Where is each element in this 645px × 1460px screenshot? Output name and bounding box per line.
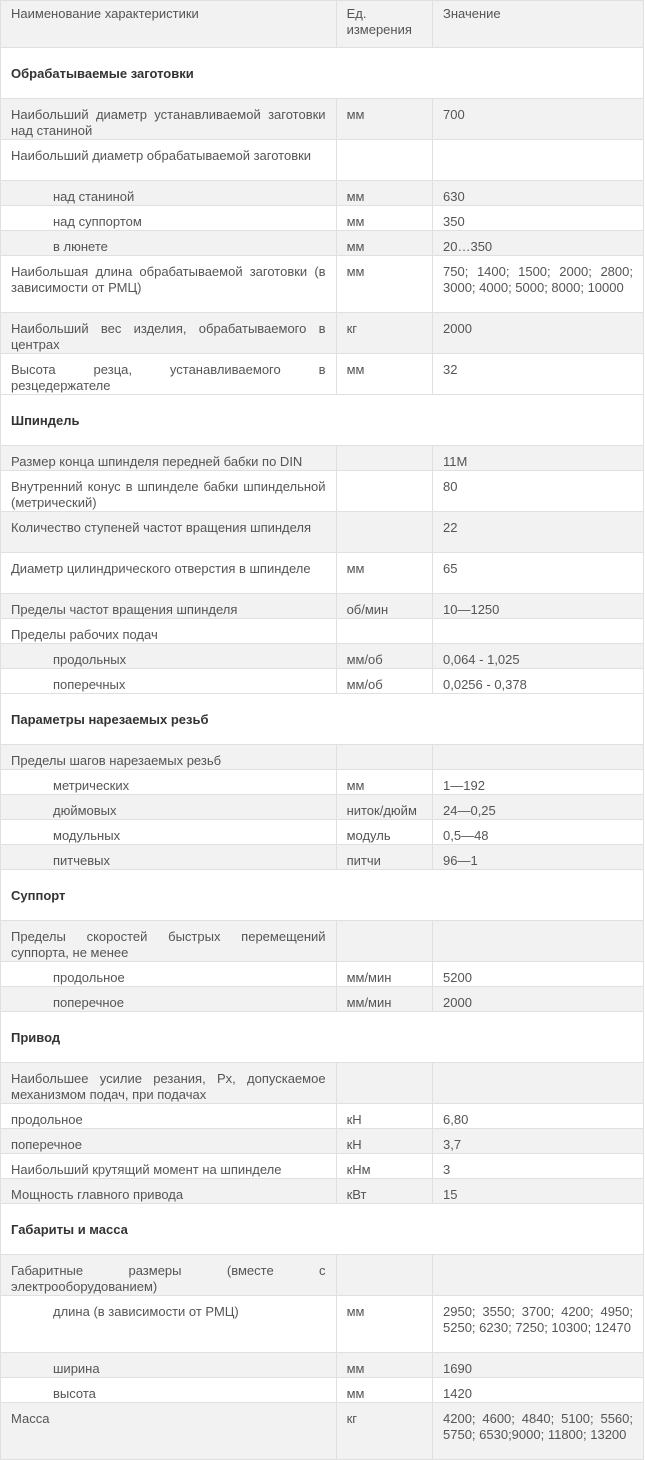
value-cell bbox=[433, 140, 644, 181]
unit-cell: мм bbox=[336, 206, 432, 231]
characteristic-cell bbox=[1, 446, 337, 471]
characteristic-name: Внутренний конус в шпинделе бабки шпиндельной (метрический) bbox=[11, 479, 326, 510]
characteristic-name: дюймовых bbox=[53, 803, 117, 818]
characteristic-cell bbox=[1, 512, 337, 553]
table-row bbox=[1, 644, 644, 669]
unit-cell: кВт bbox=[336, 1179, 432, 1204]
unit-cell: питчи bbox=[336, 845, 432, 870]
value-cell: 1690 bbox=[433, 1353, 644, 1378]
header-characteristic: Наименование характеристики bbox=[1, 1, 337, 48]
table-row bbox=[1, 446, 644, 471]
characteristic-cell bbox=[1, 99, 337, 140]
value-cell: 630 bbox=[433, 181, 644, 206]
table-row bbox=[1, 987, 644, 1012]
characteristic-name: Наибольшее усилие резания, Рх, допускаемое механизмом подач, при подачах bbox=[11, 1071, 326, 1102]
table-row bbox=[1, 231, 644, 256]
table-row bbox=[1, 962, 644, 987]
value-cell: 350 bbox=[433, 206, 644, 231]
value-cell: 3,7 bbox=[433, 1129, 644, 1154]
value-cell: 3 bbox=[433, 1154, 644, 1179]
table-row bbox=[1, 921, 644, 962]
characteristic-name: Наибольшая длина обрабатываемой заготовки (в зависимости от РМЦ) bbox=[11, 264, 326, 295]
section-title: Шпиндель bbox=[1, 395, 644, 446]
characteristic-cell bbox=[1, 1255, 337, 1296]
characteristic-cell bbox=[1, 987, 337, 1012]
unit-cell bbox=[336, 1255, 432, 1296]
table-row bbox=[1, 206, 644, 231]
section-title: Суппорт bbox=[1, 870, 644, 921]
table-row bbox=[1, 553, 644, 594]
value-cell bbox=[433, 921, 644, 962]
value-cell: 1—192 bbox=[433, 770, 644, 795]
table-row bbox=[1, 770, 644, 795]
characteristic-name: Пределы частот вращения шпинделя bbox=[11, 602, 238, 617]
section-row bbox=[1, 1012, 644, 1063]
value-cell: 2000 bbox=[433, 313, 644, 354]
table-row bbox=[1, 1403, 644, 1460]
table-row bbox=[1, 1353, 644, 1378]
characteristic-cell bbox=[1, 1129, 337, 1154]
section-row bbox=[1, 395, 644, 446]
value-cell: 2000 bbox=[433, 987, 644, 1012]
characteristic-name: поперечных bbox=[53, 677, 126, 692]
value-cell: 22 bbox=[433, 512, 644, 553]
table-row bbox=[1, 256, 644, 313]
characteristic-cell bbox=[1, 313, 337, 354]
unit-cell: мм bbox=[336, 553, 432, 594]
characteristic-cell bbox=[1, 921, 337, 962]
section-row bbox=[1, 1204, 644, 1255]
unit-cell: мм/об bbox=[336, 644, 432, 669]
characteristic-cell bbox=[1, 644, 337, 669]
characteristic-cell bbox=[1, 1296, 337, 1353]
specifications-table-body bbox=[1, 1, 644, 1460]
characteristic-name: над суппортом bbox=[53, 214, 142, 229]
table-row bbox=[1, 1129, 644, 1154]
value-cell: 11M bbox=[433, 446, 644, 471]
section-row bbox=[1, 694, 644, 745]
characteristic-cell bbox=[1, 553, 337, 594]
characteristic-name: Пределы шагов нарезаемых резьб bbox=[11, 753, 222, 768]
characteristic-name: Наибольший вес изделия, обрабатываемого в центрах bbox=[11, 321, 326, 352]
characteristic-name: Диаметр цилиндрического отверстия в шпинделе bbox=[11, 561, 311, 576]
table-row bbox=[1, 820, 644, 845]
unit-cell: мм bbox=[336, 1296, 432, 1353]
section-title: Параметры нарезаемых резьб bbox=[1, 694, 644, 745]
table-row bbox=[1, 1063, 644, 1104]
value-cell: 80 bbox=[433, 471, 644, 512]
characteristic-cell bbox=[1, 140, 337, 181]
unit-cell: мм/об bbox=[336, 669, 432, 694]
value-cell: 96—1 bbox=[433, 845, 644, 870]
unit-cell: мм bbox=[336, 1353, 432, 1378]
value-cell: 15 bbox=[433, 1179, 644, 1204]
table-row bbox=[1, 1179, 644, 1204]
value-cell: 24—0,25 bbox=[433, 795, 644, 820]
table-row bbox=[1, 669, 644, 694]
characteristic-cell bbox=[1, 1104, 337, 1129]
unit-cell: мм/мин bbox=[336, 962, 432, 987]
characteristic-name: Пределы рабочих подач bbox=[11, 627, 158, 642]
unit-cell bbox=[336, 619, 432, 644]
section-row bbox=[1, 870, 644, 921]
characteristic-name: над станиной bbox=[53, 189, 135, 204]
unit-cell bbox=[336, 471, 432, 512]
table-row bbox=[1, 1296, 644, 1353]
characteristic-name: продольное bbox=[53, 970, 125, 985]
characteristic-name: Наибольший диаметр устанавливаемой заготовки над станиной bbox=[11, 107, 326, 138]
characteristic-name: высота bbox=[53, 1386, 96, 1401]
unit-cell: кН bbox=[336, 1129, 432, 1154]
value-cell: 32 bbox=[433, 354, 644, 395]
value-cell bbox=[433, 1255, 644, 1296]
unit-cell bbox=[336, 446, 432, 471]
unit-cell: мм/мин bbox=[336, 987, 432, 1012]
characteristic-cell bbox=[1, 181, 337, 206]
value-cell: 0,5—48 bbox=[433, 820, 644, 845]
table-row bbox=[1, 795, 644, 820]
table-header-row bbox=[1, 1, 644, 48]
unit-cell: мм bbox=[336, 354, 432, 395]
characteristic-name: продольных bbox=[53, 652, 127, 667]
unit-cell: ниток/дюйм bbox=[336, 795, 432, 820]
characteristic-cell bbox=[1, 1403, 337, 1460]
unit-cell bbox=[336, 745, 432, 770]
characteristic-cell bbox=[1, 594, 337, 619]
characteristic-cell bbox=[1, 770, 337, 795]
characteristic-name: Пределы скоростей быстрых перемещений суппорта, не менее bbox=[11, 929, 326, 960]
value-cell: 1420 bbox=[433, 1378, 644, 1403]
value-cell: 20…350 bbox=[433, 231, 644, 256]
unit-cell: мм bbox=[336, 1378, 432, 1403]
table-row bbox=[1, 845, 644, 870]
table-row bbox=[1, 619, 644, 644]
characteristic-name: поперечное bbox=[11, 1137, 82, 1152]
characteristic-name: продольное bbox=[11, 1112, 83, 1127]
characteristic-name: модульных bbox=[53, 828, 121, 843]
characteristic-name: ширина bbox=[53, 1361, 100, 1376]
unit-cell: мм bbox=[336, 256, 432, 313]
table-row bbox=[1, 745, 644, 770]
value-cell: 2950; 3550; 3700; 4200; 4950; 5250; 6230; 7250; 10300; 12470 bbox=[433, 1296, 644, 1353]
header-unit: Ед. измерения bbox=[336, 1, 432, 48]
unit-cell bbox=[336, 512, 432, 553]
characteristic-cell bbox=[1, 1154, 337, 1179]
section-title: Габариты и масса bbox=[1, 1204, 644, 1255]
unit-cell: мм bbox=[336, 770, 432, 795]
characteristic-name: Размер конца шпинделя передней бабки по DIN bbox=[11, 454, 303, 469]
table-row bbox=[1, 313, 644, 354]
characteristic-cell bbox=[1, 845, 337, 870]
value-cell: 750; 1400; 1500; 2000; 2800; 3000; 4000; 5000; 8000; 10000 bbox=[433, 256, 644, 313]
table-row bbox=[1, 354, 644, 395]
value-cell: 700 bbox=[433, 99, 644, 140]
unit-cell: кг bbox=[336, 1403, 432, 1460]
table-row bbox=[1, 1104, 644, 1129]
unit-cell: мм bbox=[336, 231, 432, 256]
table-row bbox=[1, 1255, 644, 1296]
characteristic-cell bbox=[1, 1353, 337, 1378]
characteristic-cell bbox=[1, 354, 337, 395]
characteristic-cell bbox=[1, 795, 337, 820]
header-value: Значение bbox=[433, 1, 644, 48]
unit-cell: модуль bbox=[336, 820, 432, 845]
unit-cell: кг bbox=[336, 313, 432, 354]
unit-cell bbox=[336, 140, 432, 181]
section-title: Обрабатываемые заготовки bbox=[1, 48, 644, 99]
characteristic-name: Количество ступеней частот вращения шпинделя bbox=[11, 520, 312, 535]
characteristic-cell bbox=[1, 619, 337, 644]
value-cell: 0,0256 - 0,378 bbox=[433, 669, 644, 694]
value-cell: 6,80 bbox=[433, 1104, 644, 1129]
characteristic-name: метрических bbox=[53, 778, 130, 793]
characteristic-name: Мощность главного привода bbox=[11, 1187, 184, 1202]
unit-cell: мм bbox=[336, 99, 432, 140]
characteristic-cell bbox=[1, 1063, 337, 1104]
unit-cell bbox=[336, 921, 432, 962]
characteristic-cell bbox=[1, 745, 337, 770]
characteristic-cell bbox=[1, 471, 337, 512]
characteristic-name: в люнете bbox=[53, 239, 108, 254]
characteristic-cell bbox=[1, 669, 337, 694]
section-title: Привод bbox=[1, 1012, 644, 1063]
unit-cell: кН bbox=[336, 1104, 432, 1129]
characteristic-name: поперечное bbox=[53, 995, 124, 1010]
characteristic-name: питчевых bbox=[53, 853, 111, 868]
section-row bbox=[1, 48, 644, 99]
unit-cell: мм bbox=[336, 181, 432, 206]
table-row bbox=[1, 594, 644, 619]
table-row bbox=[1, 1154, 644, 1179]
table-row bbox=[1, 140, 644, 181]
unit-cell: кНм bbox=[336, 1154, 432, 1179]
value-cell: 5200 bbox=[433, 962, 644, 987]
characteristic-cell bbox=[1, 206, 337, 231]
value-cell bbox=[433, 619, 644, 644]
characteristic-cell bbox=[1, 1179, 337, 1204]
unit-cell bbox=[336, 1063, 432, 1104]
value-cell: 4200; 4600; 4840; 5100; 5560; 5750; 6530;9000; 11800; 13200 bbox=[433, 1403, 644, 1460]
characteristic-cell bbox=[1, 256, 337, 313]
value-cell bbox=[433, 745, 644, 770]
characteristic-name: длина (в зависимости от РМЦ) bbox=[53, 1304, 239, 1319]
unit-cell: об/мин bbox=[336, 594, 432, 619]
table-row bbox=[1, 99, 644, 140]
table-row bbox=[1, 181, 644, 206]
value-cell bbox=[433, 1063, 644, 1104]
characteristic-name: Габаритные размеры (вместе с электрооборудованием) bbox=[11, 1263, 326, 1294]
table-row bbox=[1, 512, 644, 553]
value-cell: 0,064 - 1,025 bbox=[433, 644, 644, 669]
value-cell: 10—1250 bbox=[433, 594, 644, 619]
table-row bbox=[1, 471, 644, 512]
characteristic-name: Наибольший диаметр обрабатываемой заготовки bbox=[11, 148, 312, 163]
characteristic-cell bbox=[1, 231, 337, 256]
table-row bbox=[1, 1378, 644, 1403]
characteristic-cell bbox=[1, 820, 337, 845]
characteristic-name: Масса bbox=[11, 1411, 50, 1426]
characteristic-cell bbox=[1, 1378, 337, 1403]
characteristic-name: Высота резца, устанавливаемого в резцедержателе bbox=[11, 362, 326, 393]
characteristic-cell bbox=[1, 962, 337, 987]
characteristic-name: Наибольший крутящий момент на шпинделе bbox=[11, 1162, 282, 1177]
value-cell: 65 bbox=[433, 553, 644, 594]
